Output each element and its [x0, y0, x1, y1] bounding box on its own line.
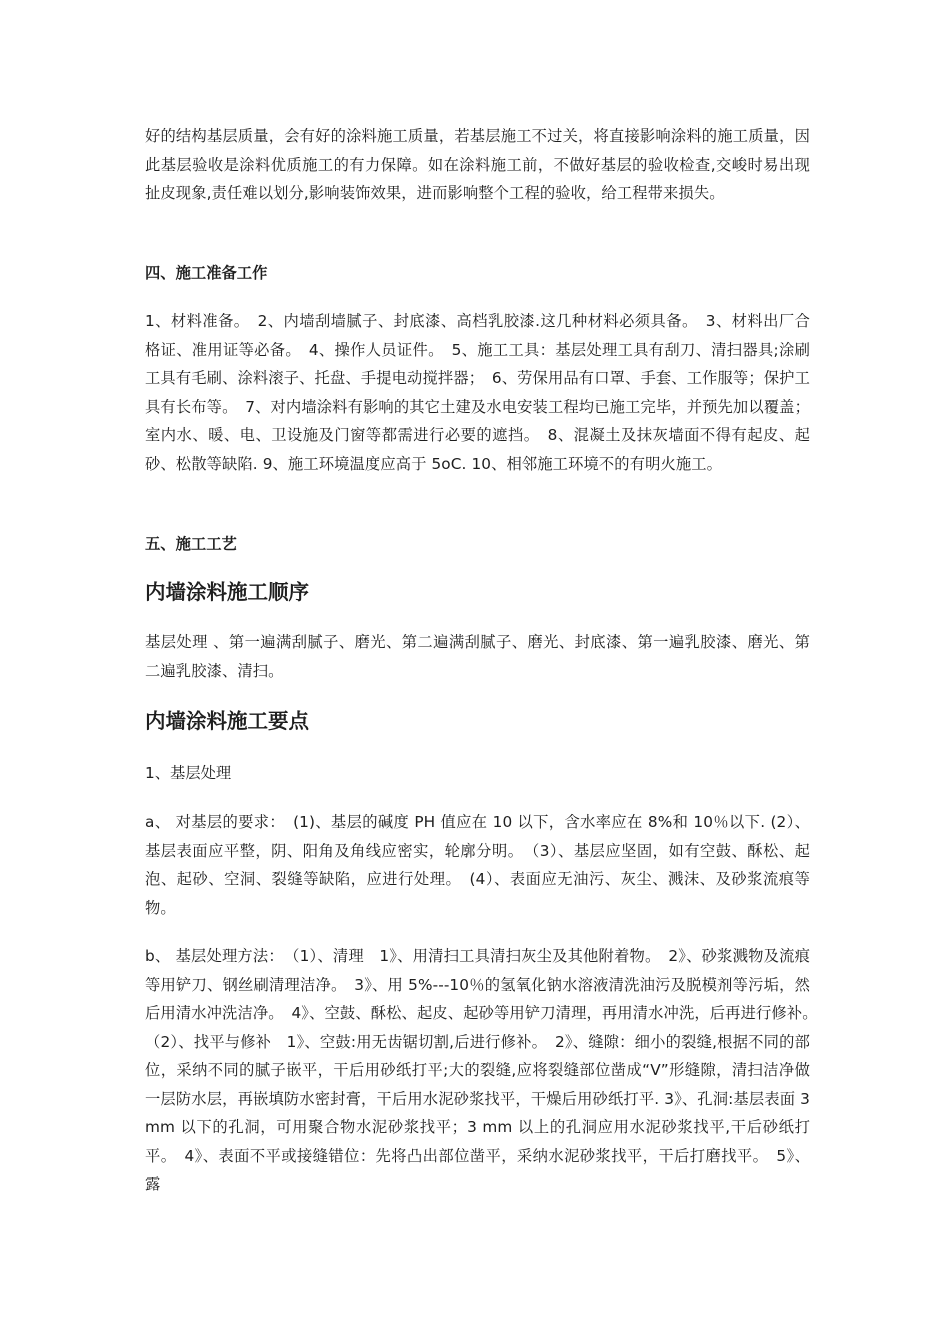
base-treatment-methods-paragraph: b、 基层处理方法： （1）、清理 1》、用清扫工具清扫灰尘及其他附着物。 2》、砂浆溅物及流痕等用铲刀、钢丝刷清理洁净。 3》、用 5%---10％的氢氧化钠水溶液清洗油污及脱模剂等污垢，然后用清水冲洗洁净。 4》、空鼓、酥松、起皮、起砂等用铲刀清理，再用清水冲洗，后再进行修补。 （2）、找平与修补 1》、空鼓:用无齿锯切割,后进行修补。 2》、缝隙：细小的裂缝,根据不同的部位，采纳不同的腻子嵌平，干后用砂纸打平;大的裂缝,应将裂缝部位凿成“V”形缝隙，清扫洁净做一层防水层，再嵌填防水密封膏，干后用水泥砂浆找平，干燥后用砂纸打平. 3》、孔洞:基层表面 3mm 以下的孔洞，可用聚合物水泥砂浆找平；3 mm 以上的孔洞应用水泥砂浆找平,干后砂纸打平。 4》、表面不平或接缝错位：先将凸出部位凿平，采纳水泥砂浆找平，干后打磨找平。 5》、露 [145, 947, 826, 1193]
section-4-heading: 四、施工准备工作 [145, 264, 268, 282]
base-treatment-label: 1、基层处理 [145, 764, 232, 782]
construction-points-heading: 内墙涂料施工要点 [145, 709, 309, 733]
construction-order-paragraph: 基层处理 、第一遍满刮腻子、磨光、第二遍满刮腻子、磨光、封底漆、第一遍乳胶漆、磨光、第二遍乳胶漆、清扫。 [145, 633, 810, 680]
base-requirements-paragraph: a、 对基层的要求： (1)、基层的碱度 PH 值应在 10 以下，含水率应在 8%和 10％以下. (2）、基层表面应平整，阴、阳角及角线应密实，轮廓分明。 （3）、基层应坚固，如有空鼓、酥松、起泡、起砂、空洞、裂缝等缺陷，应进行处理。 (4）、表面应无油污、灰尘、溅沫、及砂浆流痕等物。 [145, 813, 810, 917]
intro-paragraph: 好的结构基层质量，会有好的涂料施工质量，若基层施工不过关，将直接影响涂料的施工质量，因此基层验收是涂料优质施工的有力保障。如在涂料施工前，不做好基层的验收检查,交峻时易出现扯皮现象,责任难以划分,影响装饰效果，进而影响整个工程的验收，给工程带来损失。 [145, 127, 810, 202]
section-4-paragraph: 1、材料准备。 2、内墙刮墙腻子、封底漆、高档乳胶漆.这几种材料必须具备。 3、材料出厂合格证、准用证等必备。 4、操作人员证件。 5、施工工具：基层处理工具有刮刀、清扫器具;涂刷工具有毛刷、涂料滚子、托盘、手提电动搅拌器； 6、劳保用品有口罩、手套、工作服等；保护工具有长布等。 7、对内墙涂料有影响的其它土建及水电安装工程均已施工完毕，并预先加以覆盖；室内水、暖、电、卫设施及门窗等都需进行必要的遮挡。 8、混凝土及抹灰墙面不得有起皮、起砂、松散等缺陷. 9、施工环境温度应高于 5oC. 10、相邻施工环境不的有明火施工。 [145, 312, 810, 473]
section-5-heading: 五、施工工艺 [145, 535, 237, 553]
construction-order-heading: 内墙涂料施工顺序 [145, 580, 309, 604]
